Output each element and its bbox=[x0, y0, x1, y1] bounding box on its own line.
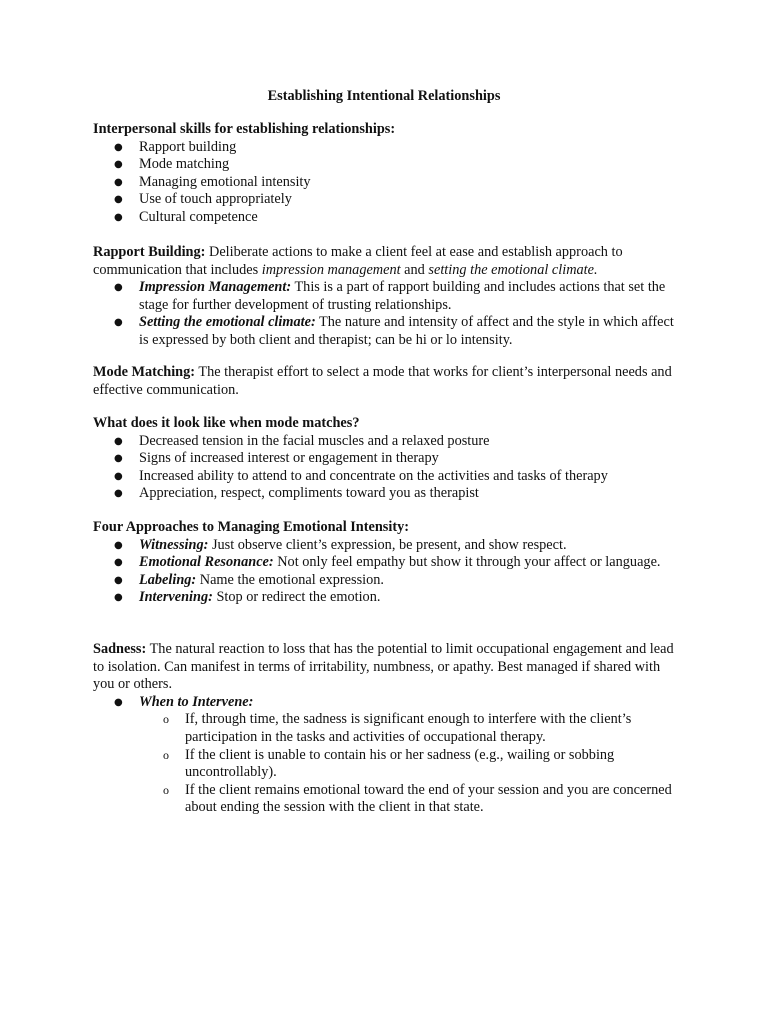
rapport-emphasis: setting the emotional climate. bbox=[428, 261, 598, 278]
rapport-term: Rapport Building: bbox=[93, 244, 206, 260]
list-item-text: This is a part of rapport building and includes actions that set the stage for further development of trusting relationships. bbox=[139, 279, 666, 313]
rapport-text: and bbox=[400, 261, 429, 278]
list-item bbox=[93, 694, 683, 817]
list-item-term: Intervening: bbox=[139, 589, 213, 606]
list-item: ● Mode matching bbox=[93, 156, 683, 174]
list-item bbox=[93, 554, 683, 572]
interpersonal-heading: Interpersonal skills for establishing relationships: bbox=[93, 121, 396, 137]
list-item-text: Name the emotional expression. bbox=[196, 571, 384, 588]
sadness-section bbox=[93, 641, 683, 817]
sadness-text: The natural reaction to loss that has the potential to limit occupational engagement and lead to isolation. Can manifest in terms of irritability, numbness, or apathy. Best managed if shared with you or others. bbox=[93, 641, 674, 693]
list-item: ● Appreciation, respect, compliments toward you as therapist bbox=[93, 485, 683, 503]
rapport-emphasis: impression management bbox=[261, 261, 401, 278]
rapport-building-section bbox=[93, 244, 683, 350]
list-item bbox=[93, 314, 683, 349]
list-item: ● Decreased tension in the facial muscles and a relaxed posture bbox=[93, 433, 683, 451]
sadness-term: Sadness: bbox=[93, 641, 147, 657]
sadness-paragraph bbox=[93, 641, 683, 694]
list-item-term: Labeling: bbox=[139, 571, 197, 588]
list-item: ● Increased ability to attend to and concentrate on the activities and tasks of therapy bbox=[93, 468, 683, 486]
list-item: ● Managing emotional intensity bbox=[93, 174, 683, 192]
list-item bbox=[93, 589, 683, 607]
mode-matching-section bbox=[93, 364, 683, 399]
sub-list-item: o If the client remains emotional toward the end of your session and you are concerned about ending the session with the client in that state. bbox=[93, 782, 683, 817]
mode-matches-section bbox=[93, 415, 683, 503]
list-item-text: Stop or redirect the emotion. bbox=[212, 589, 381, 606]
mode-matching-paragraph bbox=[93, 364, 683, 399]
list-item-term: Emotional Resonance: bbox=[139, 554, 274, 571]
list-item bbox=[93, 279, 683, 314]
mode-matching-text: The therapist effort to select a mode that works for client’s interpersonal needs and effective communication. bbox=[93, 364, 672, 398]
list-item: ● Rapport building bbox=[93, 139, 683, 157]
approaches-section bbox=[93, 519, 683, 607]
when-to-intervene-label: When to Intervene: bbox=[139, 693, 254, 710]
list-item-text: Not only feel empathy but show it through your affect or language. bbox=[273, 554, 661, 571]
interpersonal-skills-section bbox=[93, 121, 683, 227]
document-title: Establishing Intentional Relationships bbox=[267, 88, 501, 104]
mode-matching-term: Mode Matching: bbox=[93, 364, 196, 380]
list-item-text: Just observe client’s expression, be present, and show respect. bbox=[208, 536, 567, 553]
list-item-text: The nature and intensity of affect and the style in which affect is expressed by both client and therapist; can be hi or lo intensity. bbox=[139, 314, 674, 348]
list-item: ● Signs of increased interest or engagement in therapy bbox=[93, 450, 683, 468]
list-item-term: Impression Management: bbox=[139, 279, 292, 296]
rapport-paragraph bbox=[93, 244, 683, 279]
list-item-term: Setting the emotional climate: bbox=[139, 314, 316, 331]
mode-matches-heading: What does it look like when mode matches? bbox=[93, 415, 360, 431]
list-item bbox=[93, 572, 683, 590]
approaches-heading: Four Approaches to Managing Emotional Intensity: bbox=[93, 519, 410, 535]
sub-list-item: o If the client is unable to contain his or her sadness (e.g., wailing or sobbing uncontrollably). bbox=[93, 747, 683, 782]
list-item: ● Cultural competence bbox=[93, 209, 683, 227]
list-item: ● Use of touch appropriately bbox=[93, 191, 683, 209]
sub-list-item: o If, through time, the sadness is significant enough to interfere with the client’s participation in the tasks and activities of occupational therapy. bbox=[93, 711, 683, 746]
rapport-text: Deliberate actions to make a client feel at ease and establish approach to communication that includes bbox=[93, 244, 623, 278]
list-item bbox=[93, 537, 683, 555]
list-item-term: Witnessing: bbox=[139, 536, 209, 553]
